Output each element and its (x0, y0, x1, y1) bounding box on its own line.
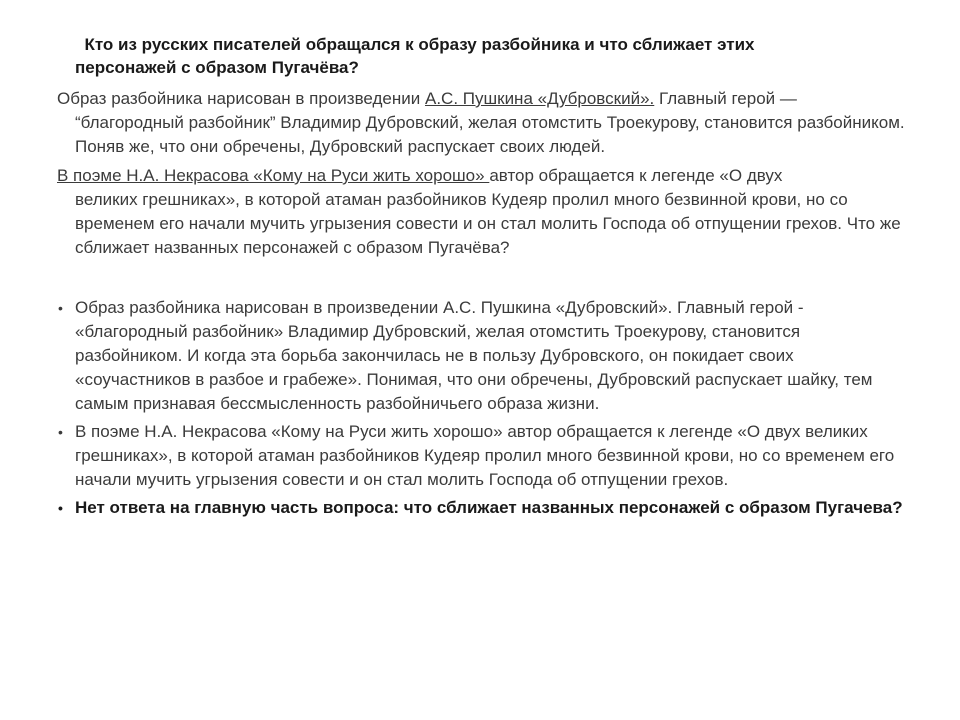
paragraph-nekrasov (57, 164, 907, 260)
paragraph-continuation: “благородный разбойник” Владимир Дубровский, желая отомстить Троекурову, становится разбойником. Поняв же, что они обречены, Дубровский распускает своих людей. (75, 113, 905, 156)
bullet-item-nekrasov (58, 420, 908, 492)
pushkin-reference: А.С. Пушкина «Дубровский». (424, 89, 655, 108)
bullet-text: В поэме Н.А. Некрасова «Кому на Руси жить хорошо» автор обращается к легенде «О двух великих грешниках», в которой атаман разбойников Кудеяр пролил много безвинной крови, но со временем его начали мучить угрызения совести и он стал молить Господа об отпущении грехов. (75, 422, 895, 489)
bullet-text: Образ разбойника нарисован в произведении А.С. Пушкина «Дубровский». Главный герой - «благородный разбойник» Владимир Дубровский, желая отомстить Троекурову, становится разбойником. И когда эта борьба закончилась не в пользу Дубровского, он покидает своих «соучастников в разбое и грабеже». Понимая, что они обречены, Дубровский распускает шайку, тем самым признавая бессмысленность разбойничьего образа жизни. (75, 298, 873, 413)
nekrasov-reference: В поэме Н.А. Некрасова «Кому на Руси жить хорошо» (57, 166, 490, 185)
paragraph-tail-text: автор обращается к легенде «О двух (489, 166, 783, 185)
bullet-list (58, 296, 908, 524)
bullet-icon: • (58, 300, 63, 316)
paragraph-tail-text: Главный герой — (654, 89, 797, 108)
bullet-text: Нет ответа на главную часть вопроса: что сближает названных персонажей с образом Пугачева? (75, 498, 903, 517)
question-heading: Кто из русских писателей обращался к образу разбойника и что сближает этих персонажей с образом Пугачёва? (75, 35, 755, 77)
paragraph-lead-text: Образ разбойника нарисован в произведении (57, 89, 425, 108)
paragraph-pushkin (57, 87, 907, 159)
bullet-icon: • (58, 500, 63, 516)
bullet-item-pushkin (58, 296, 908, 416)
bullet-item-missing-answer (58, 496, 908, 520)
bullet-icon: • (58, 424, 63, 440)
paragraph-continuation: великих грешниках», в которой атаман разбойников Кудеяр пролил много безвинной крови, но со временем его начали мучить угрызения совести и он стал молить Господа об отпущении грехов. Что же сближает названных персонажей с образом Пугачёва? (75, 190, 901, 257)
